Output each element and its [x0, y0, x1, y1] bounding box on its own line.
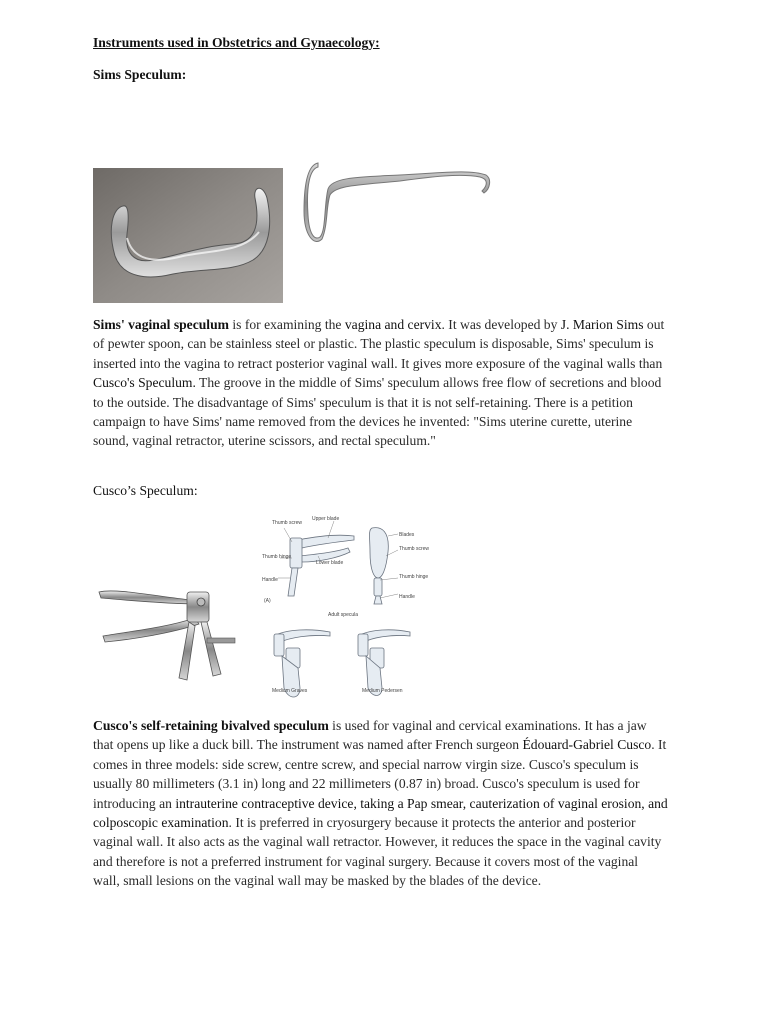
label-thumb-screw: Thumb screw	[272, 520, 303, 526]
sims-description: Sims' vaginal speculum is for examining the vagina and cervix. It was developed by J. Marion Sims out of pewter spoon, can be stainless steel or plastic. The plastic speculum is disposable, Sims' speculum is inserted into the vagina to retract posterior vaginal wall. It gives more exposure of the vaginal walls than Cusco's Speculum. The groove in the middle of Sims' speculum allows free flow of secretions and blood to the outside. The disadvantage of Sims' speculum is that it is not self-retaining. There is a petition campaign to have Sims' name removed from the devices he invented: "Sims uterine curette, uterine sound, vaginal retractor, uterine scissors, and rectal speculum."	[93, 317, 665, 449]
label-thumb-hinge-2: Thumb hinge	[399, 574, 429, 580]
label-medium-pedersen: Medium Pedersen	[362, 688, 403, 694]
label-upper-blade: Upper blade	[312, 516, 340, 522]
label-medium-graves: Medium Graves	[272, 688, 308, 694]
cusco-surgeon-link[interactable]: Édouard-Gabriel Cusco	[522, 737, 652, 753]
cusco-speculum-photo	[95, 570, 240, 695]
cusco-speculum-diagram	[258, 512, 436, 707]
iud-link[interactable]: intrauterine contraceptive device, taking a Pap smear, cauterization of vaginal erosion, and colposcopic examination	[93, 795, 668, 831]
label-lower-blade: Lower blade	[316, 560, 344, 566]
sims-speculum-photo	[93, 168, 283, 303]
label-handle-2: Handle	[399, 594, 415, 600]
sims-speculum-drawing	[300, 155, 500, 245]
cusco-description: Cusco's self-retaining bivalved speculum is used for vaginal and cervical examinations. It has a jaw that opens up like a duck bill. The instrument was named after French surgeon Édouard-Gabriel Cusco. It comes in three models: side screw, centre screw, and special narrow virgin size. Cusco's speculum is usually 80 millimeters (3.1 in) long and 22 millimeters (0.87 in) broad. Cusco's speculum is used for introducing an intrauterine contraceptive device, taking a Pap smear, cauterization of vaginal erosion, and colposcopic examination. It is preferred in cryosurgery because it protects the anterior and posterior vaginal wall. It also acts as the vaginal wall retractor. However, it reduces the space in the vaginal cavity and therefore is not a preferred instrument for vaginal surgery. Because it covers most of the vaginal wall, small lesions on the vaginal wall may be masked by the blades of the device.	[93, 718, 668, 889]
cusco-term: Cusco's self-retaining bivalved speculum	[93, 718, 329, 733]
sims-heading: Sims Speculum:	[93, 67, 187, 82]
document-title: Instruments used in Obstetrics and Gynaecology:	[93, 35, 380, 50]
vagina-cervix-link[interactable]: vagina and cervix	[344, 317, 442, 332]
cusco-speculum-link[interactable]: Cusco's Speculum.	[93, 375, 196, 391]
label-thumb-hinge: Thumb hinge	[262, 554, 292, 560]
label-blades: Blades	[399, 532, 415, 538]
label-thumb-screw-2: Thumb screw	[399, 546, 430, 552]
cusco-heading: Cusco’s Speculum:	[93, 483, 198, 498]
label-handle: Handle	[262, 577, 278, 583]
label-part-a: (A)	[264, 598, 271, 604]
sims-term: Sims' vaginal speculum	[93, 317, 229, 332]
label-adult-specula: Adult specula	[328, 612, 359, 618]
marion-sims-link[interactable]: J. Marion Sims	[560, 317, 644, 332]
